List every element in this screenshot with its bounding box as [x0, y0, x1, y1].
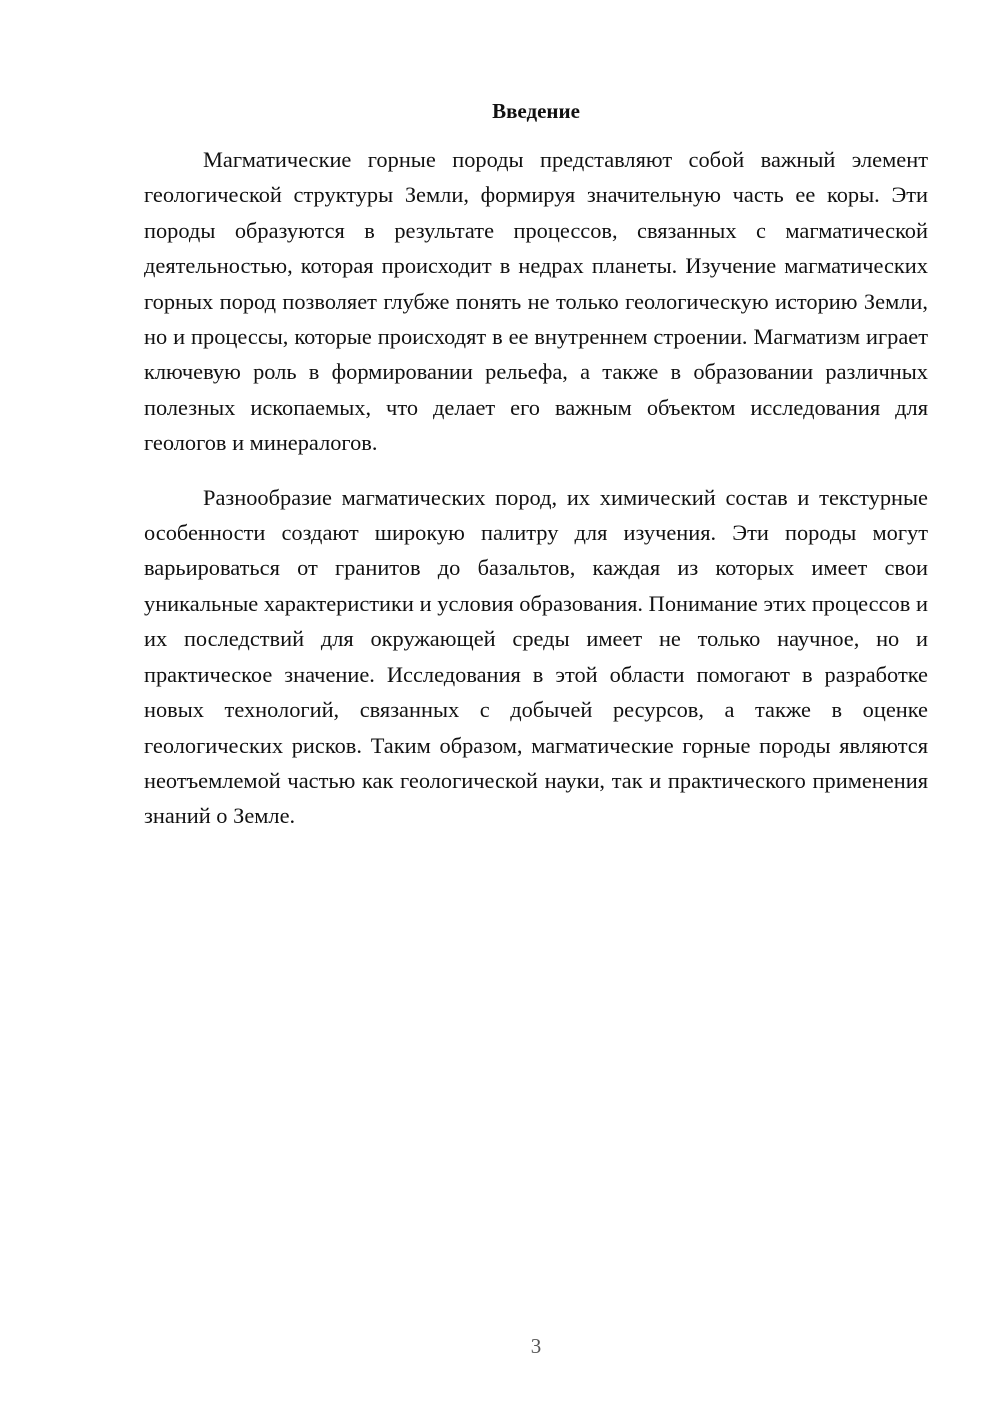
section-heading: Введение: [492, 99, 580, 123]
paragraph-2: Разнообразие магматических пород, их химический состав и текстурные особенности создают широкую палитру для изучения. Эти породы могут варьироваться от гранитов до базальтов, каждая из которых имеет свои уникальные характеристики и условия образования. Понимание этих процессов и их последствий для окружающей среды имеет не только научное, но и практическое значение. Исследования в этой области помогают в разработке новых технологий, связанных с добычей ресурсов, а также в оценке геологических рисков. Таким образом, магматические горные породы являются неотъемлемой частью как геологической науки, так и практического применения знаний о Земле.: [144, 484, 928, 829]
body-text: [144, 142, 928, 834]
page-number: 3: [530, 1334, 542, 1358]
paragraph-1: Магматические горные породы представляют собой важный элемент геологической структуры Земли, формируя значительную часть ее коры. Эти породы образуются в результате процессов, связанных с магматической деятельностью, которая происходит в недрах планеты. Изучение магматических горных пород позволяет глубже понять не только геологическую историю Земли, но и процессы, которые происходят в ее внутреннем строении. Магматизм играет ключевую роль в формировании рельефа, а также в образовании различных полезных ископаемых, что делает его важным объектом исследования для геологов и минералогов.: [144, 147, 928, 456]
